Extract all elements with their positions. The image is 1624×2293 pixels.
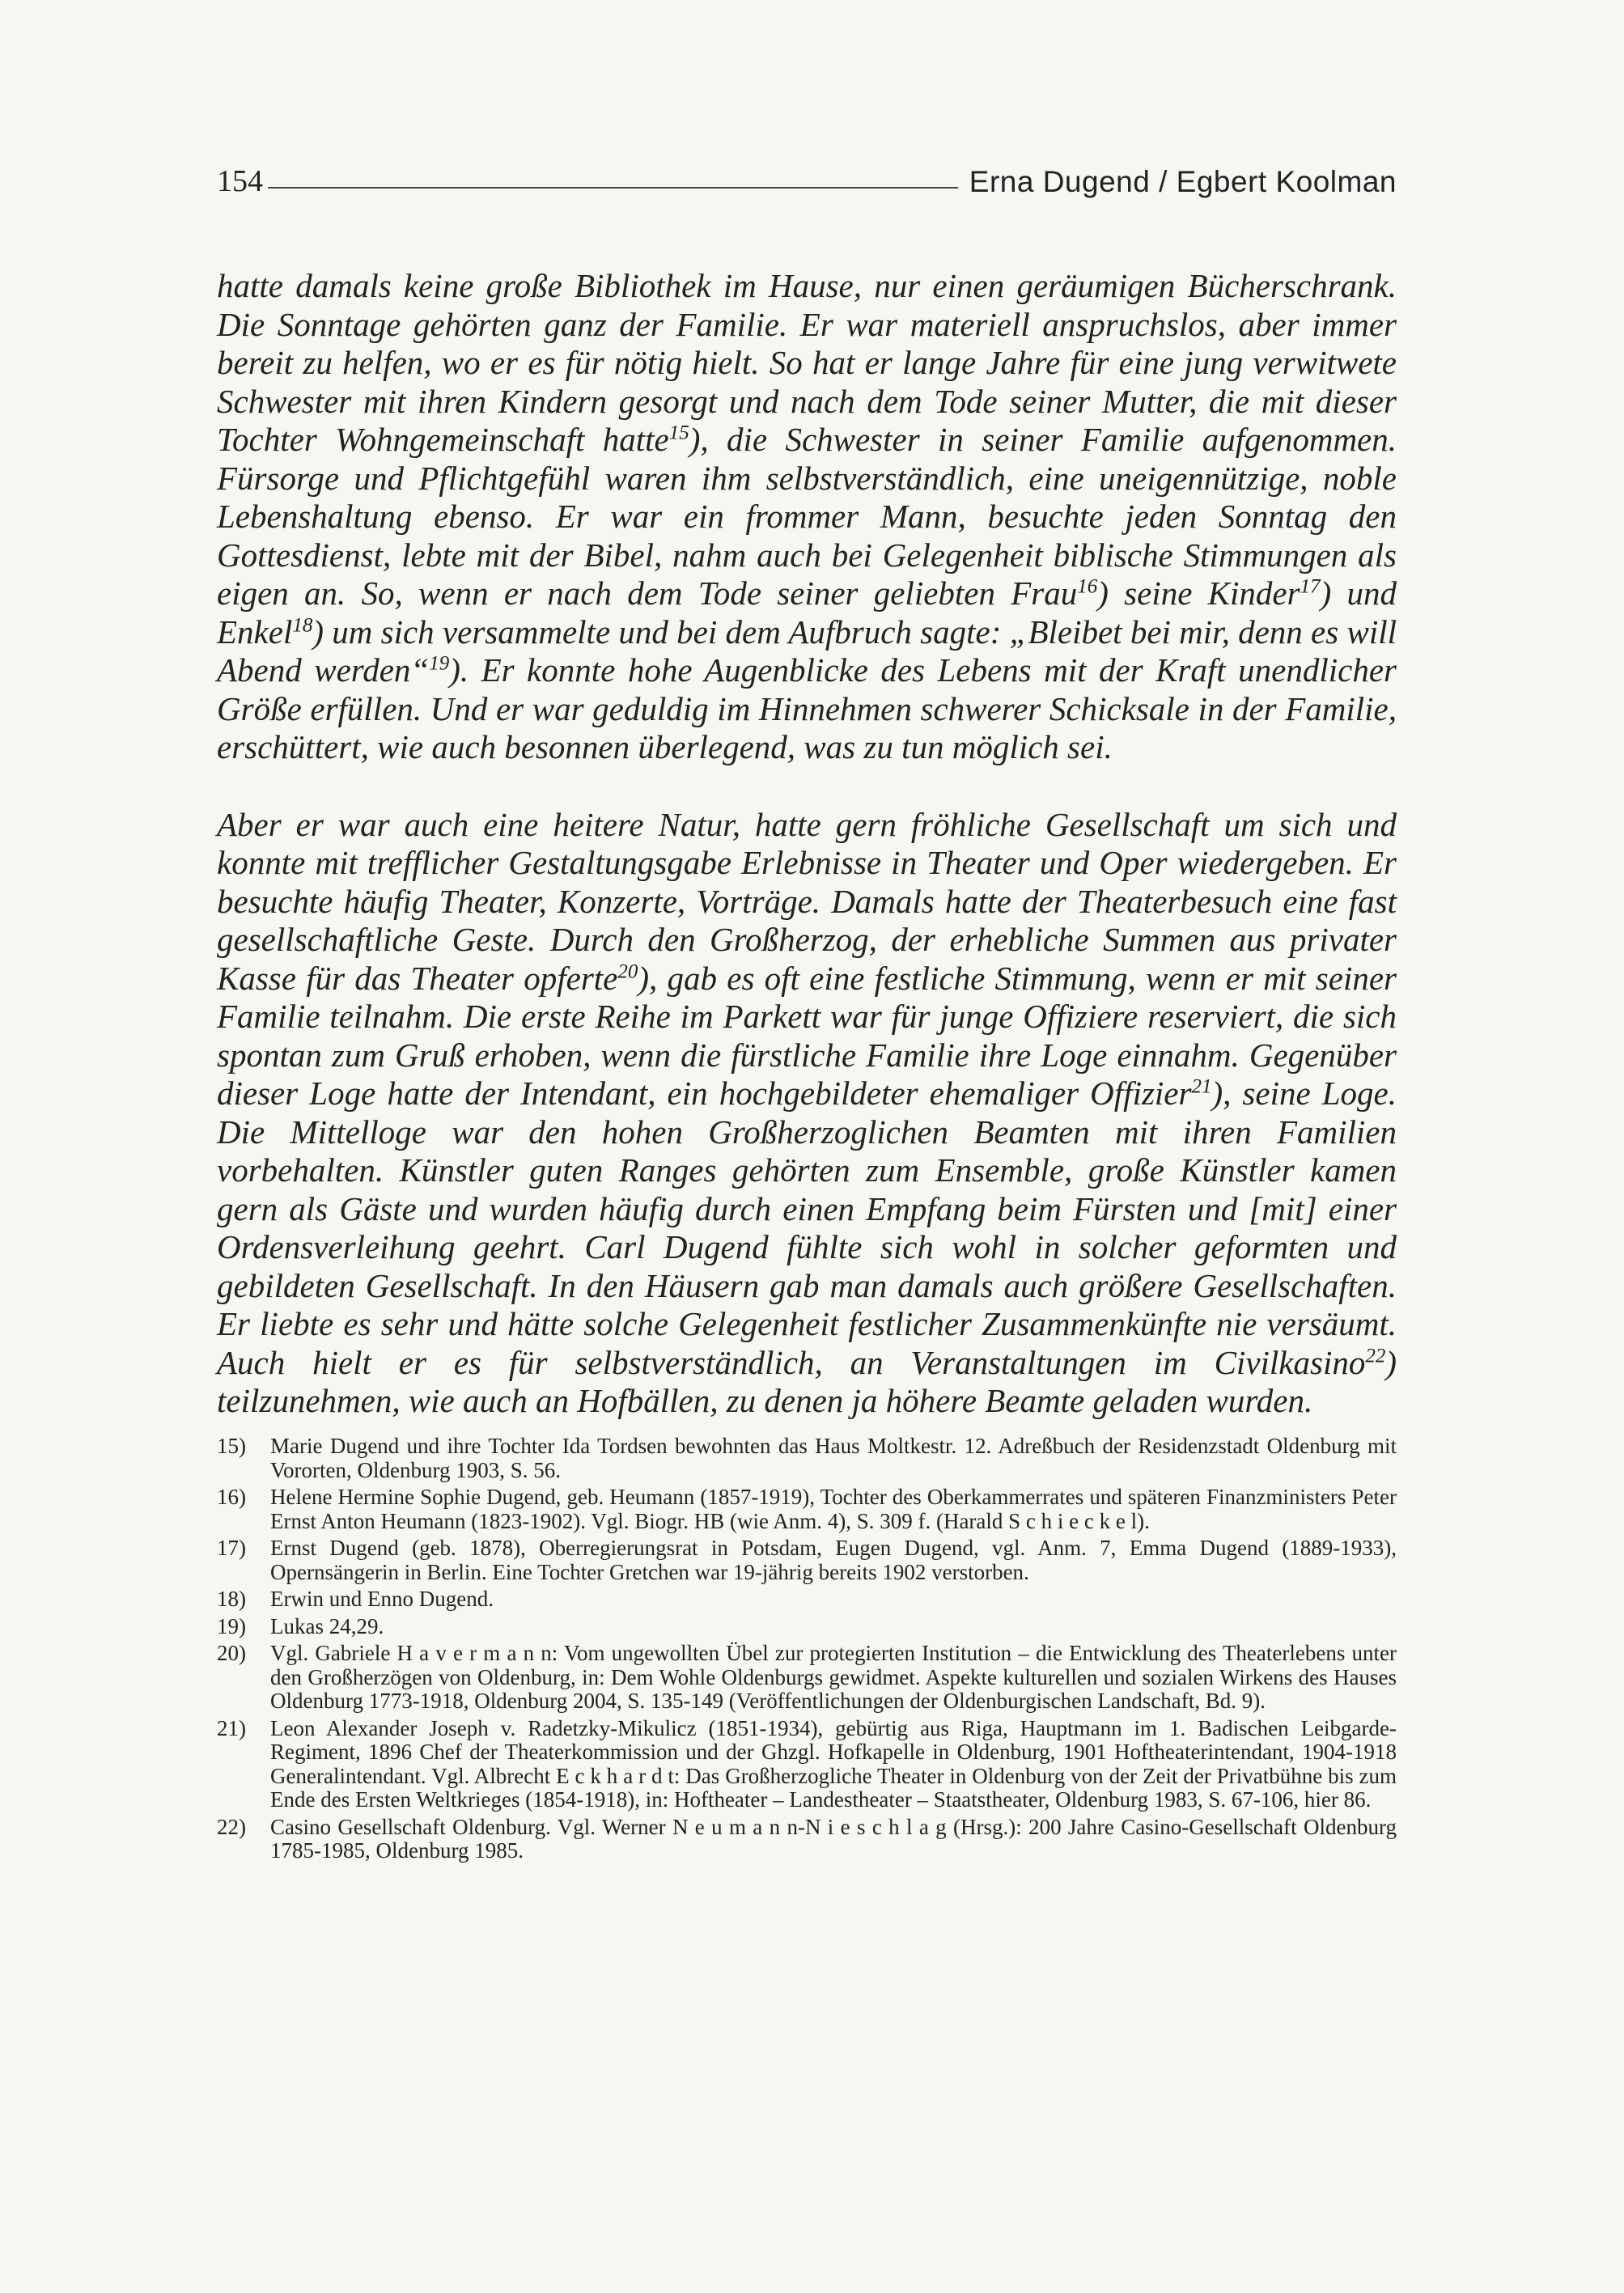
paragraph-text: Aber er war auch eine heitere Natur, hatte gern fröhliche Gesellschaft um sich und konnte mit trefflicher Gestaltungsgabe Erlebnisse in Theater und Oper wiedergeben. Er besuchte häufig Theater, Konzerte, Vorträge. Damals hatte der Theaterbesuch eine fast gesellschaftliche Geste. Durch den Großherzog, der erhebliche Summen aus privater Kasse für das Theater opferte — [217, 805, 1397, 997]
footnote-number: 16) — [217, 1485, 246, 1509]
footnote-reference: 20 — [617, 960, 638, 982]
paragraph-text: ) und Enkel — [217, 574, 1397, 651]
footnote-reference: 22 — [1365, 1344, 1386, 1367]
paragraph-text: ), gab es oft eine festliche Stimmung, wenn er mit seiner Familie teilnahm. Die erste Reihe im Parkett war für junge Offiziere reserviert, die sich spontan zum Gruß erhoben, wenn die fürstliche Familie ihre Loge einnahm. Gegenüber dieser Loge hatte der Intendant, ein hochgebildeter ehemaliger Offizier — [217, 959, 1397, 1112]
paragraph-text: ) seine Kinder — [1097, 574, 1300, 612]
footnote-text: Leon Alexander Joseph v. Radetzky-Mikulicz (1851-1934), gebürtig aus Riga, Hauptmann im 1. Badischen Leibgarde-Regiment, 1896 Chef der Theaterkommission und der Ghzgl. Hofkapelle in Oldenburg, 1901 Hoftheaterintendant, 1904-1918 Generalintendant. Vgl. Albrecht E c k h a r d t: Das Großherzogliche Theater in Oldenburg von der Zeit der Privatbühne bis zum Ende des Ersten Weltkrieges (1854-1918), in: Hoftheater – Landestheater – Staatstheater, Oldenburg 1983, S. 67-106, hier 86. — [270, 1715, 1397, 1812]
paragraph-text: ), seine Loge. Die Mittelloge war den hohen Großherzoglichen Beamten mit ihren Familien vorbehalten. Künstler guten Ranges gehörten zum Ensemble, große Künstler kamen gern als Gäste und wurden häufig durch einen Empfang beim Fürsten und [mit] einer Ordensverleihung geehrt. Carl Dugend fühlte sich wohl in solcher geformten und gebildeten Gesellschaft. In den Häusern gab man damals auch größere Gesellschaften. Er liebte es sehr und hätte solche Gelegenheit festlicher Zusammenkünfte nie versäumt. Auch hielt er es für selbstverständlich, an Veranstaltungen im Civilkasino — [217, 1074, 1397, 1381]
footnote-number: 15) — [217, 1434, 246, 1458]
footnote-number: 20) — [217, 1641, 246, 1665]
footnote — [217, 1816, 1397, 1863]
footnotes — [217, 1435, 1397, 1867]
body-paragraph — [217, 267, 1397, 767]
paragraph-text: ). Er konnte hohe Augenblicke des Lebens mit der Kraft unendlicher Größe erfüllen. Und er war geduldig im Hinnehmen schwerer Schicksale in der Familie, erschüttert, wie auch besonnen überlegend, was zu tun möglich sei. — [217, 651, 1397, 765]
footnote-text: Vgl. Gabriele H a v e r m a n n: Vom ungewollten Übel zur protegierten Institution – die Entwicklung des Theaterlebens unter den Großherzögen von Oldenburg, in: Dem Wohle Oldenburgs gewidmet. Aspekte kulturellen und sozialen Wirkens des Hauses Oldenburg 1773-1918, Oldenburg 2004, S. 135-149 (Veröffentlichungen der Oldenburgischen Landschaft, Bd. 9). — [270, 1641, 1397, 1713]
header-rule — [268, 187, 958, 189]
page-number: 154 — [217, 164, 263, 198]
footnote — [217, 1536, 1397, 1584]
footnote — [217, 1615, 1397, 1639]
footnote-number: 21) — [217, 1715, 246, 1740]
footnote-text: Lukas 24,29. — [270, 1613, 384, 1638]
body-paragraph — [217, 806, 1397, 1421]
footnote-text: Helene Hermine Sophie Dugend, geb. Heumann (1857-1919), Tochter des Oberkammerrates und späteren Finanzministers Peter Ernst Anton Heumann (1823-1902). Vgl. Biogr. HB (wie Anm. 4), S. 309 f. (Harald S c h i e c k e l). — [270, 1485, 1397, 1533]
paragraph-text: hatte damals keine große Bibliothek im Hause, nur einen geräumigen Bücherschrank. Die Sonntage gehörten ganz der Familie. Er war materiell anspruchslos, aber immer bereit zu helfen, wo er es für nötig hielt. So hat er lange Jahre für eine jung verwitwete Schwester mit ihren Kindern gesorgt und nach dem Tode seiner Mutter, die mit dieser Tochter Wohngemeinschaft hatte — [217, 267, 1397, 458]
footnote-reference: 18 — [292, 613, 313, 636]
footnote-reference: 19 — [429, 652, 450, 675]
footnote — [217, 1435, 1397, 1482]
footnote-number: 18) — [217, 1587, 246, 1611]
paragraph-text: ), die Schwester in seiner Familie aufgenommen. Fürsorge und Pflichtgefühl waren ihm selbstverständlich, eine uneigennützige, noble Lebenshaltung ebenso. Er war ein frommer Mann, besuchte jeden Sonntag den Gottesdienst, lebte mit der Bibel, nahm auch bei Gelegenheit biblische Stimmungen als eigen an. So, wenn er nach dem Tode seiner geliebten Frau — [217, 421, 1397, 612]
footnote-text: Marie Dugend und ihre Tochter Ida Tordsen bewohnten das Haus Moltkestr. 12. Adreßbuch der Residenzstadt Oldenburg mit Vororten, Oldenburg 1903, S. 56. — [270, 1434, 1397, 1482]
footnote-text: Erwin und Enno Dugend. — [270, 1587, 494, 1611]
footnote-reference: 21 — [1191, 1075, 1212, 1098]
footnote — [217, 1642, 1397, 1714]
footnote-reference: 16 — [1077, 575, 1098, 598]
paragraph-text: ) teilzunehmen, wie auch an Hofbällen, zu denen ja höhere Beamte geladen wurden. — [217, 1343, 1397, 1419]
footnote-text: Ernst Dugend (geb. 1878), Oberregierungsrat in Potsdam, Eugen Dugend, vgl. Anm. 7, Emma Dugend (1889-1933), Opernsängerin in Berlin. Eine Tochter Gretchen war 19-jährig bereits 1902 verstorben. — [270, 1536, 1397, 1584]
footnote-number: 22) — [217, 1814, 246, 1839]
running-header — [217, 166, 1397, 197]
footnote-number: 17) — [217, 1536, 246, 1560]
footnote-text: Casino Gesellschaft Oldenburg. Vgl. Werner N e u m a n n-N i e s c h l a g (Hrsg.): 200 Jahre Casino-Gesellschaft Oldenburg 1785-1985, Oldenburg 1985. — [270, 1814, 1397, 1863]
footnote-reference: 17 — [1300, 575, 1321, 598]
body-text — [217, 267, 1397, 1460]
footnote-number: 19) — [217, 1613, 246, 1638]
footnote — [217, 1717, 1397, 1812]
footnote — [217, 1486, 1397, 1533]
paragraph-text: ) um sich versammelte und bei dem Aufbruch sagte: „Bleibet bei mir, denn es will Abend werden“ — [217, 612, 1397, 689]
footnote — [217, 1587, 1397, 1612]
footnote-reference: 15 — [668, 422, 689, 444]
header-authors: Erna Dugend / Egbert Koolman — [969, 165, 1397, 198]
